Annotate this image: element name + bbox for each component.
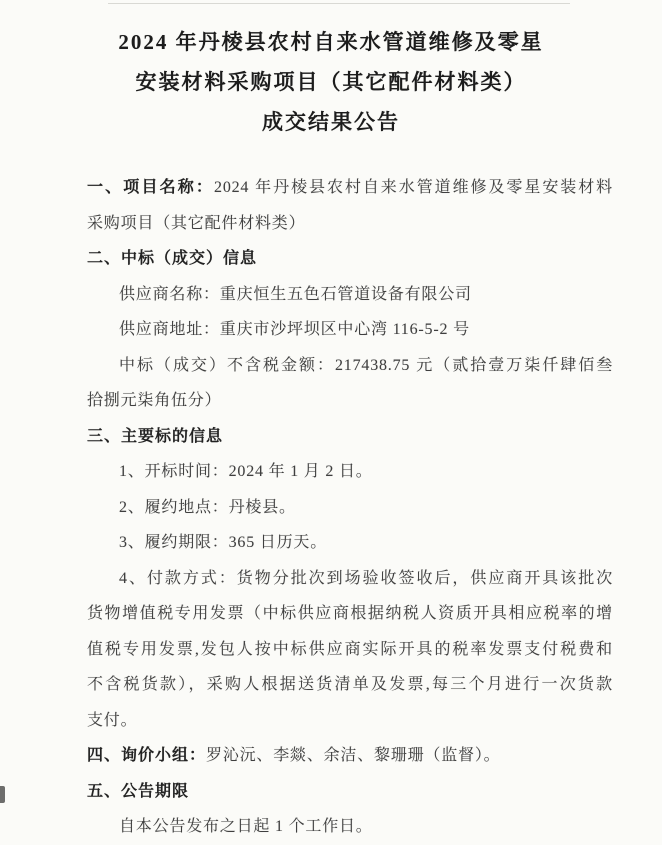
para-text: 不含税货款），采购人根据送货清单及发票,每三个月进行一次货款 [87, 676, 613, 693]
performance-period-line [87, 525, 613, 561]
para-text: 罗沁沅、李燚、余洁、黎珊珊（监督）。 [206, 747, 501, 764]
bid-open-time-line [87, 454, 613, 490]
para-text: 2、履约地点：丹棱县。 [119, 498, 296, 516]
payment-method-line-5 [87, 703, 613, 739]
section-3-label: 三、主要标的信息 [87, 427, 224, 445]
document-body [87, 170, 613, 845]
payment-method-line-1 [87, 561, 613, 597]
announcement-period-line [87, 809, 613, 845]
page-title-line-3: 成交结果公告 [262, 110, 400, 134]
para-text: 货物增值税专用发票（中标供应商根据纳税人资质开具相应税率的增 [87, 605, 613, 622]
para-text: 4、付款方式：货物分批次到场验收签收后，供应商开具该批次 [119, 569, 613, 587]
payment-method-line-4 [87, 667, 613, 703]
supplier-address-line [87, 312, 613, 348]
page-title [0, 22, 662, 142]
page-title-line-2: 安装材料采购项目（其它配件材料类） [135, 70, 527, 94]
para-text: 拾捌元柒角伍分） [87, 392, 222, 409]
para-text: 供应商地址：重庆市沙坪坝区中心湾 116-5-2 号 [119, 321, 470, 338]
section-2-label: 二、中标（成交）信息 [87, 250, 258, 267]
para-text: 1、开标时间：2024 年 1 月 2 日。 [119, 463, 373, 480]
para-project-name-line-1 [87, 170, 613, 206]
award-amount-line-2 [87, 383, 613, 419]
section-4-label: 四、询价小组： [87, 747, 207, 764]
para-project-name-line-2 [87, 206, 613, 242]
inquiry-group-line [87, 738, 613, 774]
page-title-line-1: 2024 年丹棱县农村自来水管道维修及零星 [118, 30, 544, 54]
para-text: 2024 年丹棱县农村自来水管道维修及零星安装材料 [214, 179, 613, 196]
para-text: 自本公告发布之日起 1 个工作日。 [119, 818, 373, 835]
section-1-label: 一、项目名称： [87, 179, 215, 196]
scan-artifact [0, 786, 5, 803]
section-3-heading [87, 419, 613, 455]
section-5-label: 五、公告期限 [87, 782, 190, 800]
para-text: 值税专用发票,发包人按中标供应商实际开具的税率发票支付税费和 [87, 640, 613, 658]
para-text: 中标（成交）不含税金额：217438.75 元（贰拾壹万柒仟肆佰叁 [119, 356, 613, 374]
payment-method-line-3 [87, 632, 613, 668]
para-text: 3、履约期限：365 日历天。 [119, 534, 328, 551]
section-5-heading [87, 774, 613, 810]
scan-edge-line [108, 3, 570, 4]
para-text: 供应商名称：重庆恒生五色石管道设备有限公司 [119, 285, 472, 303]
award-amount-line-1 [87, 348, 613, 384]
para-text: 支付。 [87, 711, 138, 729]
performance-place-line [87, 490, 613, 526]
payment-method-line-2 [87, 596, 613, 632]
section-2-heading [87, 241, 613, 277]
supplier-name-line [87, 277, 613, 313]
para-text: 采购项目（其它配件材料类） [87, 214, 306, 232]
